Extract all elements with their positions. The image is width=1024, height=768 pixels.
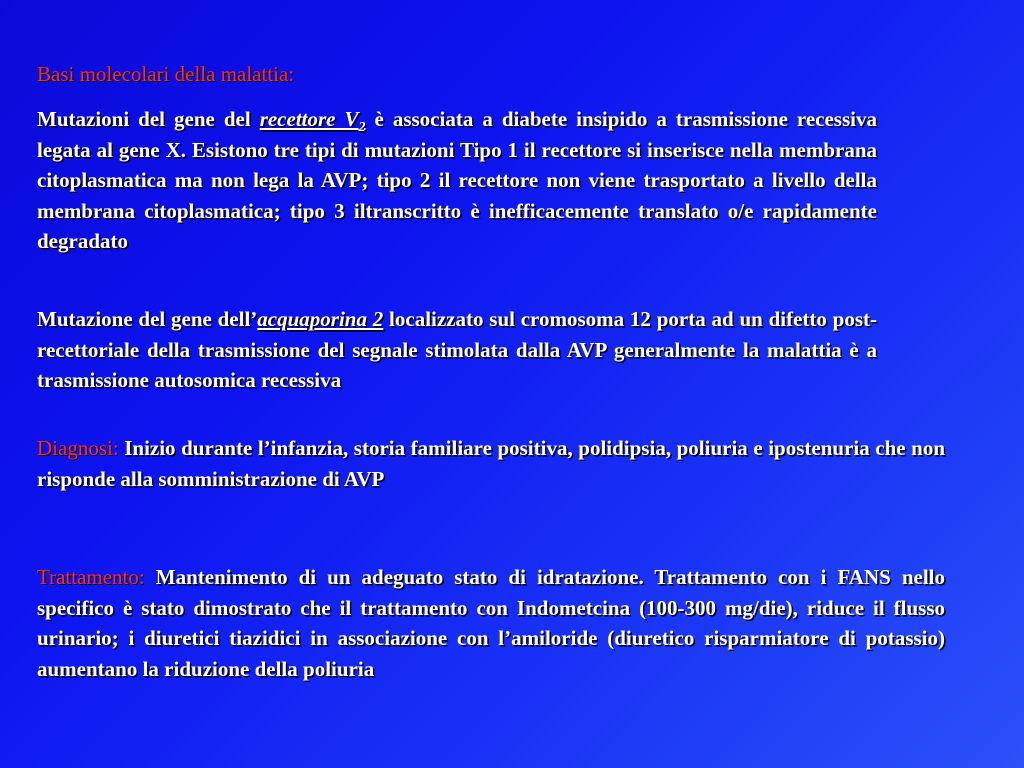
receptor-v2-label: recettore V <box>259 107 359 131</box>
diagnosis-text: Inizio durante l’infanzia, storia familiare positiva, polidipsia, poliuria e ipostenuria che non risponde alla somministrazione di AVP <box>37 436 945 491</box>
receptor-v2-term <box>259 107 366 136</box>
paragraph-treatment <box>37 562 945 684</box>
p2-text-after: localizzato sul cromosoma 12 porta ad un difetto post-recettoriale della trasmissione del segnale stimolata dalla AVP generalmente la malattia è a trasmissione autosomica recessiva <box>37 307 878 393</box>
p1-text-before: Mutazioni del gene del <box>37 107 260 131</box>
molecular-heading: Basi molecolari della malattia: <box>37 62 295 86</box>
aquaporin-term: acquaporina 2 <box>257 307 384 331</box>
paragraph-diagnosis <box>37 433 945 494</box>
diagnosis-label: Diagnosi: <box>37 436 119 460</box>
p2-text-before: Mutazione del gene dell’ <box>37 307 258 331</box>
receptor-v2-subscript: 2 <box>358 120 366 136</box>
treatment-label: Trattamento: <box>37 565 145 589</box>
p1-text-after: è associata a diabete insipido a trasmissione recessiva legata al gene X. Esistono tre tipi di mutazioni Tipo 1 il recettore si inserisce nella membrana citoplasmatica ma non lega la AVP; tipo 2 il recettore non viene trasportato a livello della membrana citoplasmatica; tipo 3 iltranscritto è inefficacemente translato o/e rapidamente degradato <box>37 107 877 254</box>
paragraph-v2-receptor <box>37 104 877 257</box>
treatment-text: Mantenimento di un adeguato stato di idratazione. Trattamento con i FANS nello specifico è stato dimostrato che il trattamento con Indometcina (100-300 mg/die), riduce il flusso urinario; i diuretici tiazidici in associazione con l’amiloride (diuretico risparmiatore di potassio) aumentano la riduzione della poliuria <box>37 565 945 681</box>
paragraph-aquaporin <box>37 304 877 396</box>
